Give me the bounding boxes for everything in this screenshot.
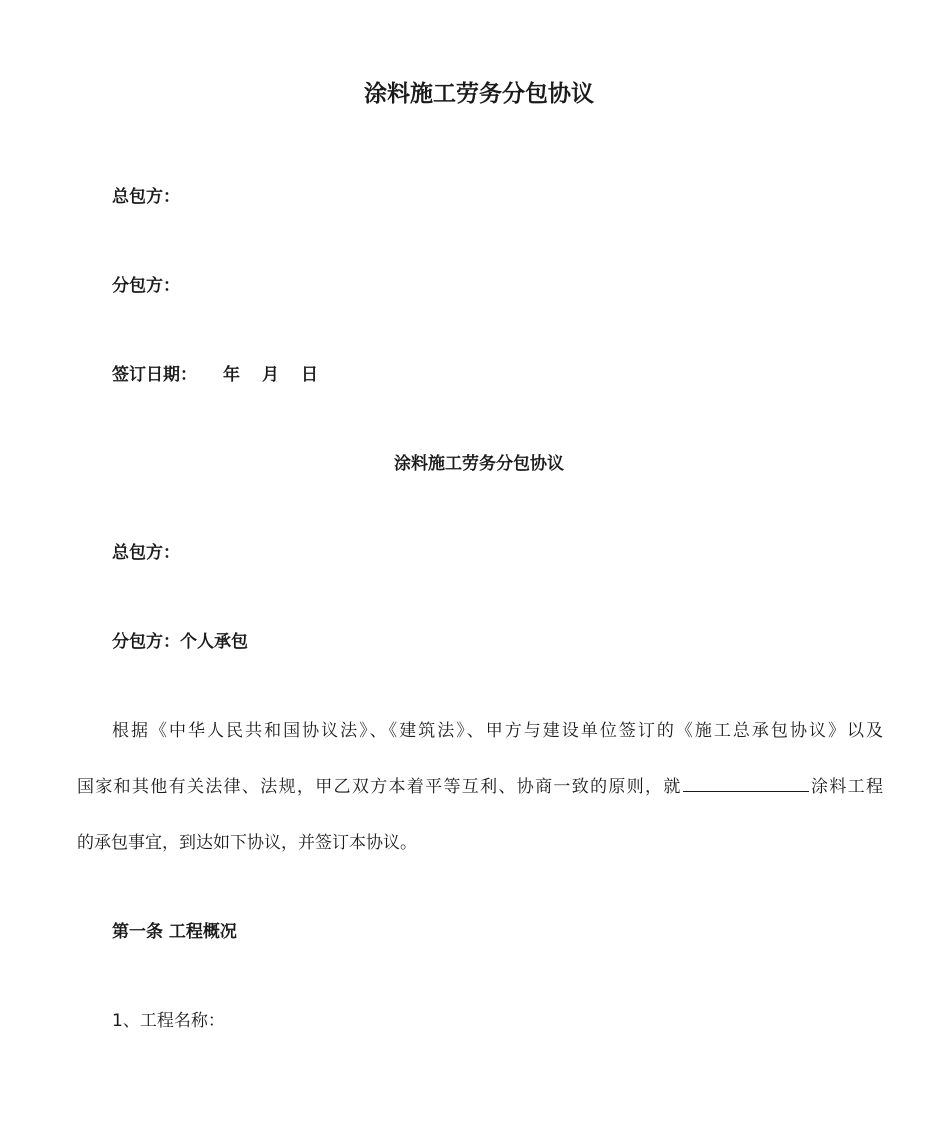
- item-1-project-name-label: 1、工程名称：: [112, 1011, 225, 1031]
- intro-line-2-text: 国家和其他有关法律、法规，甲乙双方本着平等互利、协商一致的原则，就: [77, 777, 682, 797]
- body-general-contractor-label: 总包方：: [112, 543, 180, 563]
- month-label: 月: [262, 365, 279, 385]
- year-label: 年: [223, 365, 240, 385]
- intro-paragraph-line-2: [77, 775, 883, 799]
- intro-paragraph-line-1: 根据《中华人民共和国协议法》、《建筑法》、甲方与建设单位签订的《施工总承包协议》以及: [112, 721, 883, 741]
- intro-line-2-suffix: 涂料工程: [809, 777, 884, 797]
- article-1-heading: 第一条 工程概况: [112, 922, 237, 942]
- body-subcontractor-label: 分包方：个人承包: [112, 632, 248, 652]
- day-label: 日: [301, 365, 318, 385]
- cover-sign-date-line: [112, 363, 318, 387]
- project-name-blank: [683, 775, 809, 792]
- intro-paragraph-line-3: 的承包事宜，到达如下协议，并签订本协议。: [77, 833, 417, 853]
- cover-subcontractor-label: 分包方：: [112, 276, 180, 296]
- document-title: 涂料施工劳务分包协议: [364, 81, 594, 107]
- cover-general-contractor-label: 总包方：: [112, 187, 180, 207]
- body-subtitle: 涂料施工劳务分包协议: [394, 454, 564, 474]
- sign-date-label: 签订日期：: [112, 365, 197, 385]
